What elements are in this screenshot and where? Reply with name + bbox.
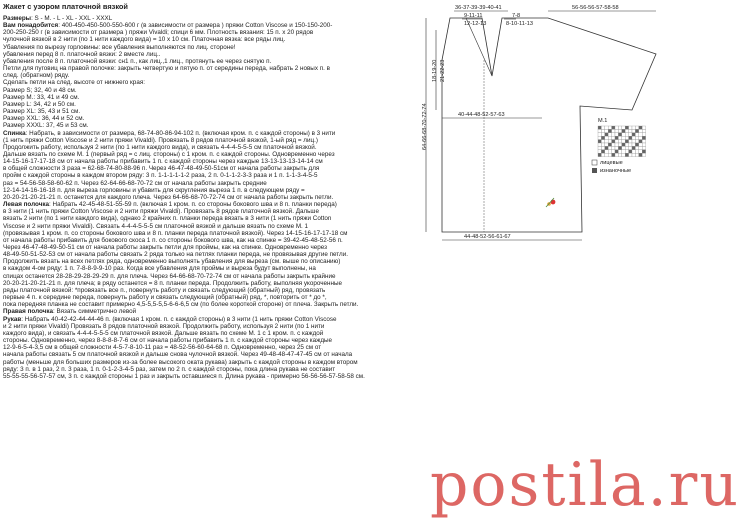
top-dimensions <box>454 11 656 19</box>
chart-cell <box>629 150 632 153</box>
chart-cell <box>632 140 635 143</box>
chart-cell <box>635 143 638 146</box>
text-line <box>3 308 423 315</box>
text-line <box>3 366 423 373</box>
chart-cell <box>612 136 615 139</box>
chart-cell <box>642 140 645 143</box>
chart-cell <box>601 143 604 146</box>
chart-cell <box>598 140 601 143</box>
chart-cell <box>635 146 638 149</box>
chart-cell <box>601 133 604 136</box>
line-text: чулочной вязкой в 2 нити (по 1 нити каждого вида) = 10 х 10 см. Платочная вязка: все ряды лиц. <box>3 36 286 44</box>
label-shoulder-top: 7-8 <box>512 13 521 19</box>
chart-cell <box>608 153 611 156</box>
text-line <box>3 115 423 122</box>
chart-cell <box>629 126 632 129</box>
text-line <box>3 44 423 51</box>
chart-cell <box>618 129 621 132</box>
text-line <box>3 280 423 287</box>
chart-cell <box>605 140 608 143</box>
chart-cell <box>642 136 645 139</box>
label-shoulder-bottom: 8-10-11-13 <box>506 21 533 27</box>
chart-cell <box>632 129 635 132</box>
chart-cell <box>642 150 645 153</box>
chart-cell <box>635 126 638 129</box>
chart-cell <box>625 126 628 129</box>
chart-cell <box>618 133 621 136</box>
section-label: Рукав <box>3 315 22 323</box>
line-text: первые 4 п. к середине переда, повернуть работу и связать следующий (обратный) ряд, *, повторить от * до *, <box>3 294 327 302</box>
section-label: Правая полочка <box>3 308 53 316</box>
chart-cell <box>608 133 611 136</box>
chart-cell <box>605 133 608 136</box>
chart-cell <box>612 126 615 129</box>
line-text: Убавления по вырезу горловины: все убавления выполняются по лиц. стороне! <box>3 43 236 51</box>
chart-cell <box>635 153 638 156</box>
chart-cell <box>615 153 618 156</box>
chart-cell <box>635 136 638 139</box>
chart-cell <box>629 153 632 156</box>
line-text: убавления перед 8 п. платочной вязки: 2 вместе лиц.. <box>3 50 161 58</box>
text-line <box>3 122 423 129</box>
chart-cell <box>608 143 611 146</box>
chart-cell <box>618 140 621 143</box>
line-text: Продолжить вязать на всех петлях ряда, одновременно выполнять убавления для выреза (см. выше по описанию) <box>3 258 341 266</box>
line-text: 20-20-21-20-21-21 п. останется для каждого плеча. Через 64-66-68-70-72-74 см от начала работы закрыть петли. <box>3 193 334 201</box>
chart-cell <box>632 126 635 129</box>
chart-cell <box>605 129 608 132</box>
chart-cell <box>639 146 642 149</box>
chart-cell <box>612 129 615 132</box>
chart-cell <box>622 136 625 139</box>
chart-cell <box>635 133 638 136</box>
chart-cell <box>608 150 611 153</box>
legend-face-swatch <box>592 160 597 165</box>
chart-cell <box>639 140 642 143</box>
label-sleeve-top: 56-56-56-57-58-58 <box>572 5 619 11</box>
text-line <box>3 330 423 337</box>
chart-cell <box>601 140 604 143</box>
chart-cell <box>635 140 638 143</box>
line-text: 200-250-250 г (в зависимости от размера ) пряжи Vivaldi; спици 6 мм. Плотность вязания: 15 п. х 20 рядов <box>3 29 314 37</box>
chart-cell <box>622 146 625 149</box>
chart-cell <box>618 146 621 149</box>
jacket-outline <box>442 18 656 232</box>
text-line <box>3 351 423 358</box>
chart-cell <box>598 133 601 136</box>
chart-cell <box>625 150 628 153</box>
flower-icon <box>546 198 555 207</box>
chart-cell <box>642 143 645 146</box>
chart-cell <box>615 129 618 132</box>
chart-cell <box>639 133 642 136</box>
line-text: в общей сложности 3 раза = 62-68-74-80-88-96 п. Через 46-47-48-49-50-51см от начала работы закрыть для <box>3 165 320 173</box>
line-text: ряды платочной вязкой: *провязать все п., повернуть работу и связать следующий (обратный) ряд, провязать <box>3 286 326 294</box>
chart-cell <box>605 143 608 146</box>
label-neck-a: 9-11-11 <box>464 13 483 19</box>
chart-cell <box>615 146 618 149</box>
line-text: Размер S; 32, 40 и 48 см. <box>3 86 77 94</box>
chart-cell <box>622 150 625 153</box>
line-text: раз = 54-56-58-58-60-62 п. Через 62-64-66-68-70-72 см от начала работы закрыть средние <box>3 179 267 187</box>
chart-cell <box>632 133 635 136</box>
chart-cell <box>608 136 611 139</box>
chart-cell <box>642 133 645 136</box>
chart-cell <box>608 146 611 149</box>
chart-cell <box>622 140 625 143</box>
chart-cell <box>601 153 604 156</box>
chart-cell <box>625 140 628 143</box>
line-text: начала работы связать 5 см платочной вязкой и дальше снова чулочной вязкой. Через 49-48-48-47-47-45 см от начала <box>3 351 353 359</box>
chart-cell <box>615 140 618 143</box>
chart-cell <box>629 133 632 136</box>
text-line <box>3 130 423 137</box>
chart-cell <box>615 136 618 139</box>
line-text: : Набрать 40-42-42-44-44-46 п. (включая 1 кром. п. с каждой стороны) в 3 нити (1 нить пряжи Cotton Viscose <box>21 315 337 323</box>
label-armhole-b: 21-22-23 <box>440 59 446 82</box>
line-text: 55-55-55-56-57-57 см, 3 п. с каждой стороны 1 раз и закрыть оставшиеся п. Длина рукава - примерно 56-56-56-57-58-58 см. <box>3 372 365 380</box>
chart-cell <box>612 143 615 146</box>
line-text: (провязывая 1 кром. п. со стороны бокового шва и 8 п. планки переда платочной вязкой). Через 14-15-16-17-17-18 см <box>3 229 348 237</box>
chart-cell <box>608 140 611 143</box>
chart-cell <box>632 146 635 149</box>
chart-cell <box>629 129 632 132</box>
text-line <box>3 180 423 187</box>
chart-cell <box>618 153 621 156</box>
chart-cell <box>622 143 625 146</box>
legend-purl: изнаночные <box>600 168 632 174</box>
chart-cell <box>629 143 632 146</box>
text-line <box>3 223 423 230</box>
garment-schematic <box>420 0 660 526</box>
section-label: Размеры <box>3 15 32 22</box>
chart-cell <box>598 136 601 139</box>
line-text: спицах останется 28-28-29-28-29-29 п. для плеча. Через 64-66-68-70-72-74 см от начала работы закрыть крайние <box>3 272 336 280</box>
text-line <box>3 72 423 79</box>
chart-cell <box>612 146 615 149</box>
line-text: (1 нить пряжи Cotton Viscose и 2 нити пряжи Vivaldi). Провязать 8 рядов платочной вязкой, 1-ый ряд = лиц.) <box>3 136 318 144</box>
chart-cell <box>629 146 632 149</box>
text-line <box>3 187 423 194</box>
chart-cell <box>615 150 618 153</box>
chart-cell <box>605 153 608 156</box>
text-line <box>3 87 423 94</box>
chart-cell <box>622 133 625 136</box>
line-text: : Набрать, в зависимости от размера, 68-74-80-86-94-102 п. (включая кром. п. с каждой стороны) в 3 нити <box>25 129 336 137</box>
line-text: Размер XXL: 36, 44 и 52 см. <box>3 115 85 123</box>
page-title: Жакет с узором платочной вязкой <box>3 2 128 11</box>
chart-cell <box>608 129 611 132</box>
chart-cell <box>642 146 645 149</box>
line-text: : Вязать симметрично левой <box>53 308 137 316</box>
watermark-text: postila.ru <box>430 450 740 520</box>
label-bottom-width: 44-48-52-56-61-67 <box>464 234 511 240</box>
line-text: Размер XXXL: 37, 45 и 53 см. <box>3 122 89 130</box>
chart-cell <box>601 136 604 139</box>
chart-cell <box>639 126 642 129</box>
section-label: Левая полочка <box>3 201 50 209</box>
line-text: стороны. Одновременно, через 8-8-8-8-7-6 см от начала работы прибавить 1 п. с каждой стороны через каждые <box>3 337 333 345</box>
line-text: Размер M.: 33, 41 и 49 см. <box>3 93 80 101</box>
line-text: Сделать петли на след. высоте от нижнего края: <box>3 79 145 87</box>
line-text: : S - M. - L - XL - XXL - XXXL <box>31 15 113 22</box>
label-mid-width: 40-44-48-52-57-63 <box>458 112 505 118</box>
text-line <box>3 137 423 144</box>
text-line <box>3 323 423 330</box>
text-line <box>3 373 423 380</box>
chart-cell <box>625 146 628 149</box>
text-line <box>3 237 423 244</box>
section-label: Спинка <box>3 129 26 137</box>
chart-cell <box>605 150 608 153</box>
chart-cell <box>632 143 635 146</box>
line-text: 48-49-50-51-52-53 см от начала работы связать 2 ряда только на петлях планки переда, не провязывая другие петли. <box>3 251 348 259</box>
pattern-text <box>3 2 423 380</box>
chart-cell <box>598 126 601 129</box>
chart-cell <box>639 129 642 132</box>
chart-cell <box>632 136 635 139</box>
line-text: : 400-450-450-500-550-600 г (в зависимости от размера ) пряжи Cotton Viscose и 150-150-200- <box>58 22 333 30</box>
chart-title: М.1 <box>598 118 608 124</box>
chart-cell <box>601 146 604 149</box>
chart-cell <box>632 153 635 156</box>
watermark <box>430 450 740 526</box>
chart-cell <box>608 126 611 129</box>
line-text: след. (обратном) ряду. <box>3 72 70 80</box>
text-line <box>3 101 423 108</box>
line-text: 12-14-14-16-16-18 п. для выреза горловины и убавить для скругления выреза 1 п. в следующем ряду = <box>3 186 305 194</box>
chart-cell <box>612 133 615 136</box>
legend-purl-swatch <box>592 168 597 173</box>
chart-cell <box>625 153 628 156</box>
chart-cell <box>622 126 625 129</box>
text-line <box>3 172 423 179</box>
chart-cell <box>625 129 628 132</box>
line-text: Через 46-47-48-49-50-51 см от начала работы закрыть петли для проймы, как на спинке. Одновременно через <box>3 244 327 251</box>
chart-cell <box>612 140 615 143</box>
line-text: Размер XL: 35, 43 и 51 см. <box>3 108 81 116</box>
chart-cell <box>642 153 645 156</box>
chart-cell <box>601 129 604 132</box>
chart-cell <box>639 153 642 156</box>
chart-cell <box>615 143 618 146</box>
chart-cell <box>598 129 601 132</box>
chart-cell <box>618 126 621 129</box>
line-text: 14-15-16-17-17-18 см от начала работы прибавить 1 п. с каждой стороны через каждые 13-13-13-13-14-14 см <box>3 158 323 166</box>
text-line <box>3 144 423 151</box>
chart-cell <box>642 129 645 132</box>
chart-cell <box>598 153 601 156</box>
line-text: Продолжить работу, используя 2 нити (по 1 нити каждого вида), и связать 4-4-4-5-5-5 см платочной вязкой. <box>3 143 317 151</box>
line-text: и 2 нити пряжи Vivaldi) Провязать 8 рядов платочной вязкой. Продолжить работу, используя 2 нити (по 1 нити <box>3 322 325 330</box>
chart-cell <box>639 143 642 146</box>
line-text: 12-9-6-5-4-3,5 см в общей сложности 4-5-7-8-10-11 раз = 48-52-56-60-64-68 п. Одновременно, через 25 см от <box>3 344 322 352</box>
text-line <box>3 265 423 272</box>
chart-cell <box>639 136 642 139</box>
line-text: в каждом 4-ом ряду: 1 п. 7-8-8-9-9-10 раз. Когда все убавления для проймы и выреза будут выполнены, на <box>3 265 316 273</box>
line-text: вязать 2 нити (по 1 нити каждого вида), однако 2 крайних п. планки переда вязать в 3 нити (1 нить пряжи Cotton <box>3 215 332 223</box>
chart-cell <box>618 136 621 139</box>
label-body-height: 64-66-68-70-72-74 <box>422 103 428 150</box>
chart-cell <box>605 146 608 149</box>
chart-cell <box>632 150 635 153</box>
chart-cell <box>625 143 628 146</box>
text-line <box>3 79 423 86</box>
line-text: ряду: 3 п. в 1 раз, 2 п. 3 раза, 1 п. 0-1-2-3-4-5 раз, затем по 2 п. с каждой стороны, пока длина рукава не составит <box>3 365 336 373</box>
section-label: Вам понадобится <box>3 22 59 30</box>
line-text: пройм с каждой стороны в каждом втором ряду: 3 п. 1-1-1-1-1-2 раза, 2 п. 0-1-1-2-3-3 раза и 1 п. 1-1-3-4-5-5 <box>3 172 318 180</box>
chart-cell <box>618 150 621 153</box>
chart-cell <box>598 146 601 149</box>
text-line <box>3 51 423 58</box>
line-text: в 3 нити (1 нить пряжи Cotton Viscose и 2 нити пряжи Vivaldi). Провязать 8 рядов платочной вязкой. Дальше <box>3 208 319 216</box>
chart-cell <box>601 126 604 129</box>
line-text: 20-20-21-20-21-21 п. для плеча; в ряду останется = 8 п. планки переда. Продолжить работу, выполняя укороченные <box>3 279 342 287</box>
text-line <box>3 22 423 29</box>
stitch-chart-grid <box>598 126 646 157</box>
chart-cell <box>639 150 642 153</box>
line-text: каждого вида), и связать 4-4-4-5-5-5 см платочной вязкой. Дальше вязать по схеме М. 1 с 1 кром. п. с каждой <box>3 329 324 337</box>
line-text: Петли для пуговиц на правой полочке: закрыть четвертую и пятую п. от середины переда, набрать 2 новых п. в <box>3 65 330 73</box>
line-text: от начала работы прибавить для бокового скоса 1 п. со стороны бокового шва, как на спинке = 39-42-45-48-52-56 п. <box>3 236 343 244</box>
text-line <box>3 108 423 115</box>
chart-cell <box>605 136 608 139</box>
chart-cell <box>615 126 618 129</box>
chart-cell <box>601 150 604 153</box>
chart-cell <box>622 129 625 132</box>
text-line <box>3 359 423 366</box>
text-line <box>3 316 423 323</box>
chart-cell <box>605 126 608 129</box>
chart-cell <box>625 133 628 136</box>
text-line <box>3 194 423 201</box>
chart-cell <box>642 126 645 129</box>
text-line <box>3 273 423 280</box>
line-text: убавления после 8 п. платочной вязки: сн1 п., как лиц.,1 лиц., протянуть ее через снятую п. <box>3 57 272 65</box>
chart-cell <box>629 140 632 143</box>
text-line <box>3 230 423 237</box>
line-text: работы (меньше для больших размеров из-за более высокого оката рукава) закрыть с каждой стороны в каждом втором <box>3 358 358 366</box>
chart-cell <box>598 150 601 153</box>
text-line <box>3 36 423 43</box>
line-text: : Набрать 42-45-48-51-55-59 п. (включая 1 кром. п. со стороны бокового шва и 8 п. планки переда) <box>49 201 337 209</box>
chart-cell <box>625 136 628 139</box>
label-back-top-width: 36-37-39-39-40-41 <box>455 5 502 11</box>
text-line <box>3 215 423 222</box>
chart-cell <box>615 133 618 136</box>
line-text: Viscose и 2 нити пряжи Vivaldi). Связать 4-4-4-5-5-5 см платочной вязкой и дальше вязать по схеме М. 1 <box>3 222 309 230</box>
chart-cell <box>598 143 601 146</box>
label-neck-b: 12-12-13 <box>464 21 487 27</box>
chart-cell <box>622 153 625 156</box>
line-text: Размер L: 34, 42 и 50 см. <box>3 100 76 108</box>
chart-cell <box>629 136 632 139</box>
description-lines <box>3 15 423 380</box>
chart-cell <box>635 150 638 153</box>
label-armhole-a: 18-19-20 <box>432 59 438 82</box>
line-text: Дальше вязать по схеме М. 1 (первый ряд = с лиц. стороны) с 1 кром. п. с каждой стороны. Одновременно через <box>3 150 335 158</box>
chart-cell <box>612 153 615 156</box>
text-line <box>3 94 423 101</box>
line-text: пока передняя планка не составит примерно 4,5-5,5-5,5-6-6-6,5 см (по более короткой стороне) от плеча. Закрыть петли. <box>3 301 359 309</box>
chart-cell <box>635 129 638 132</box>
legend-face: лицевые <box>600 160 623 166</box>
chart-cell <box>612 150 615 153</box>
chart-cell <box>618 143 621 146</box>
